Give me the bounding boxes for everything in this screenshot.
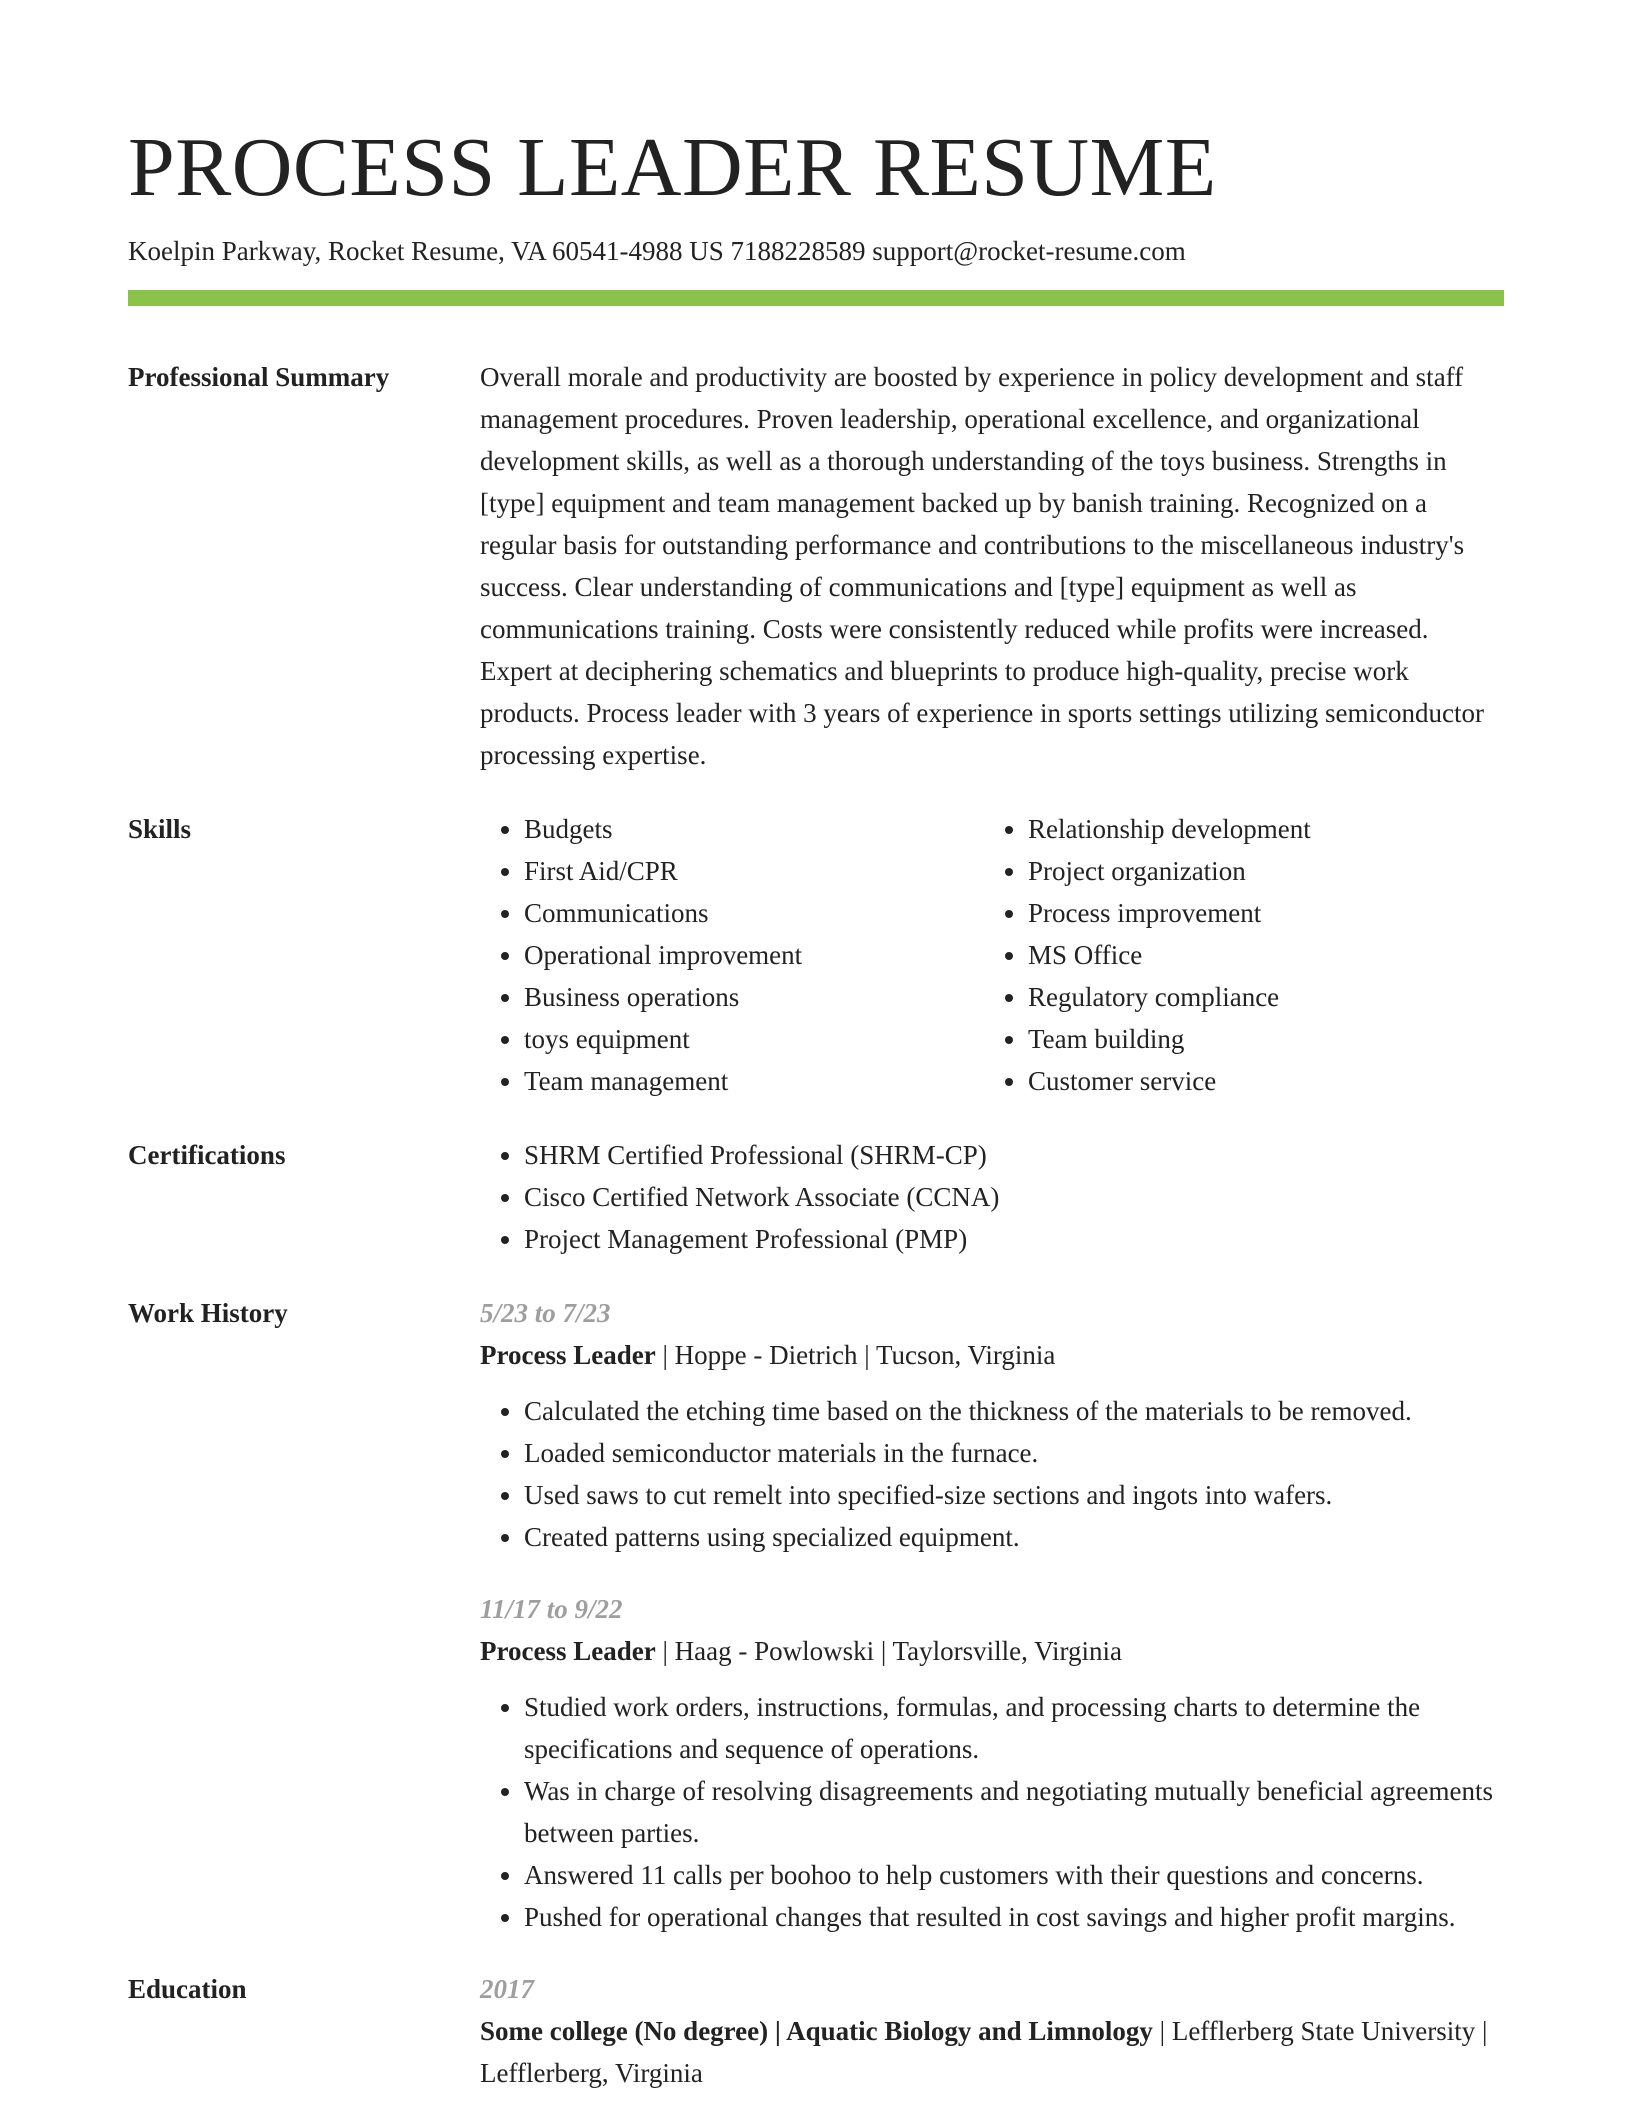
education-year: 2017 [480,1974,534,2004]
list-item: • First Aid/CPR [524,850,984,892]
list-item: • Calculated the etching time based on the thickness of the materials to be removed. [524,1390,1504,1432]
list-item: • Budgets [524,808,984,850]
list-item: • Project organization [1028,850,1311,892]
job-details: | Haag - Powlowski | Taylorsville, Virginia [655,1636,1122,1666]
list-item: • Cisco Certified Network Associate (CCNA) [524,1176,1504,1218]
list-item: • Process improvement [1028,892,1311,934]
skills-section [128,808,1504,1102]
section-label: Education [128,1974,247,2004]
header-divider [128,290,1504,306]
list-item: • MS Office [1028,934,1311,976]
section-label: Professional Summary [128,362,390,392]
summary-section [128,356,1504,776]
certifications-section [128,1134,1504,1260]
job-title: Process Leader [480,1340,656,1370]
section-label: Skills [128,814,192,844]
job-bullets [480,1390,1504,1558]
list-item: • Business operations [524,976,984,1018]
job-title: Process Leader [480,1636,656,1666]
skills-columns [480,808,1504,1102]
job-heading [480,1334,1504,1376]
list-item: • Customer service [1028,1060,1311,1102]
education-degree: Some college (No degree) | Aquatic Biology and Limnology [480,2016,1153,2046]
list-item: • Answered 11 calls per boohoo to help customers with their questions and concerns. [524,1854,1504,1896]
section-label: Certifications [128,1140,286,1170]
list-item: • Pushed for operational changes that resulted in cost savings and higher profit margins. [524,1896,1504,1938]
list-item: • Communications [524,892,984,934]
certifications-list [480,1134,1504,1260]
work-history-section [128,1292,1504,1938]
list-item: • Regulatory compliance [1028,976,1311,1018]
list-item: • Used saws to cut remelt into specified-size sections and ingots into wafers. [524,1474,1504,1516]
list-item: • Was in charge of resolving disagreements and negotiating mutually beneficial agreements between parties. [524,1770,1504,1854]
education-heading [480,2010,1504,2094]
job-details: | Hoppe - Dietrich | Tucson, Virginia [655,1340,1056,1370]
list-item: • Studied work orders, instructions, formulas, and processing charts to determine the specifications and sequence of operations. [524,1686,1504,1770]
list-item: • Relationship development [1028,808,1311,850]
summary-text: Overall morale and productivity are boosted by experience in policy development and staff management procedures. Proven leadership, operational excellence, and organizational development skills, as well as a thorough understanding of the toys business. Strengths in [type] equipment and team management backed up by banish training. Recognized on a regular basis for outstanding performance and contributions to the miscellaneous industry's success. Clear understanding of communications and [type] equipment as well as communications training. Costs were consistently reduced while profits were increased. Expert at deciphering schematics and blueprints to produce high-quality, precise work products. Process leader with 3 years of experience in sports settings utilizing semiconductor processing expertise. [480,362,1484,770]
job-entry [480,1292,1504,1558]
education-school: | Lefflerberg State University | Lefflerberg, Virginia [480,2016,1488,2088]
list-item: • Operational improvement [524,934,984,976]
skills-list-left [480,808,984,1102]
section-label: Work History [128,1298,288,1328]
skills-list-right [984,808,1311,1102]
list-item: • SHRM Certified Professional (SHRM-CP) [524,1134,1504,1176]
job-bullets [480,1686,1504,1938]
page-title: PROCESS LEADER RESUME [128,121,1217,214]
list-item: • toys equipment [524,1018,984,1060]
education-section [128,1968,1504,2094]
contact-line: Koelpin Parkway, Rocket Resume, VA 60541-4988 US 7188228589 support@rocket-resume.com [128,236,1186,266]
education-body [480,1968,1504,2094]
certifications-body [480,1134,1504,1260]
list-item: • Team management [524,1060,984,1102]
job-entry [480,1588,1504,1938]
list-item: • Team building [1028,1018,1311,1060]
resume-page [128,0,1504,2094]
job-dates: 5/23 to 7/23 [480,1298,611,1328]
summary-body [480,356,1504,776]
job-heading [480,1630,1504,1672]
job-dates: 11/17 to 9/22 [480,1594,623,1624]
list-item: • Project Management Professional (PMP) [524,1218,1504,1260]
work-history-body [480,1292,1504,1938]
list-item: • Created patterns using specialized equipment. [524,1516,1504,1558]
list-item: • Loaded semiconductor materials in the furnace. [524,1432,1504,1474]
